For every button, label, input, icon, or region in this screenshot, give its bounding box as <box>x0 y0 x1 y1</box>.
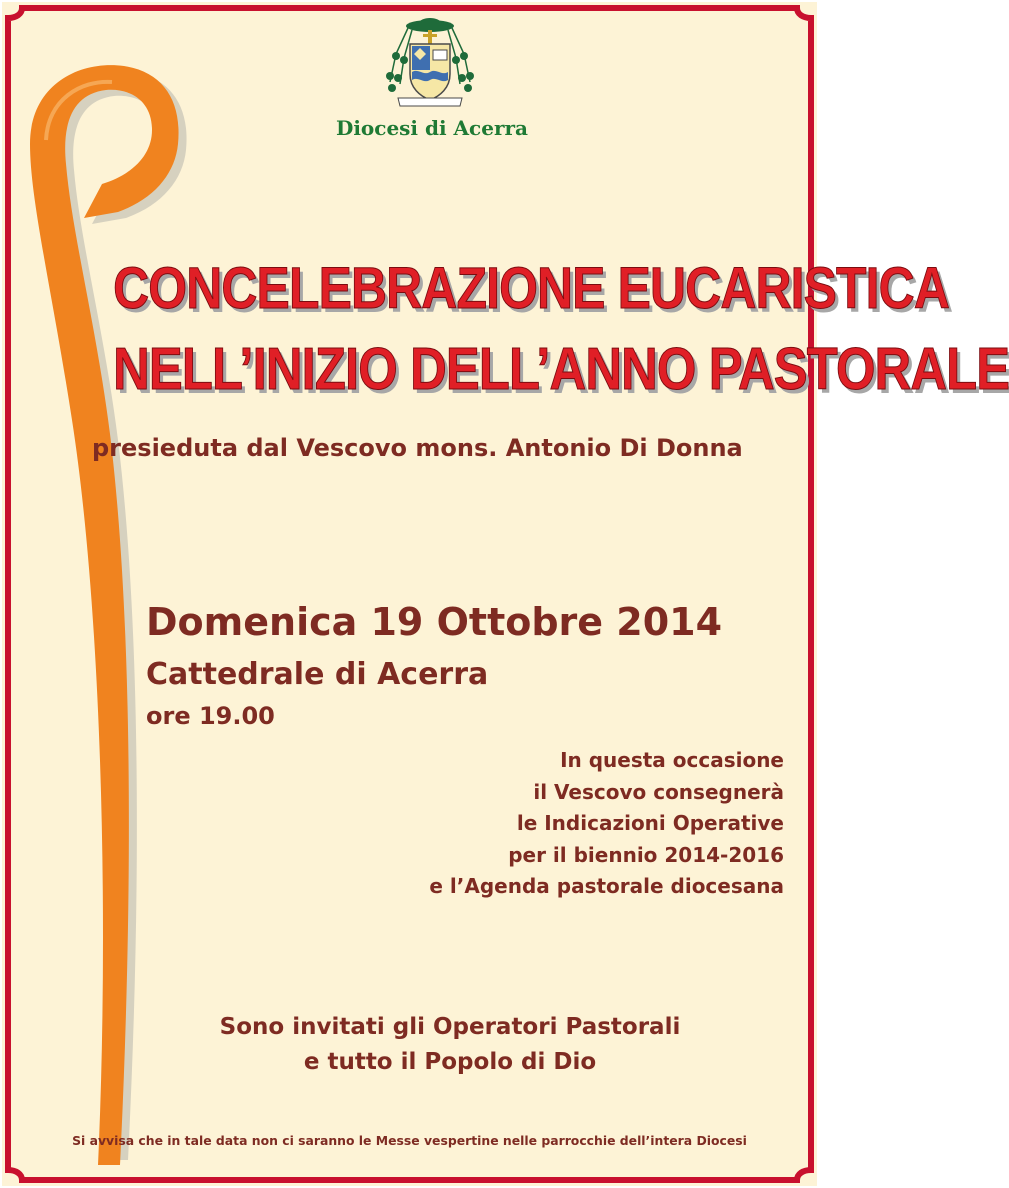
occasion-line: le Indicazioni Operative <box>516 811 784 835</box>
event-place: Cattedrale di Acerra <box>146 657 489 692</box>
occasion-line: In questa occasione <box>560 748 784 772</box>
occasion-text <box>429 745 784 903</box>
occasion-line: per il biennio 2014-2016 <box>508 842 784 867</box>
invitation-text <box>150 1010 750 1080</box>
invitation-line-2: e tutto il Popolo di Dio <box>303 1049 597 1075</box>
notice-footer: Si avvisa che in tale data non ci saranno le Messe vespertine nelle parrocchie dell’intera Diocesi <box>72 1133 747 1148</box>
episcopal-coat-of-arms-icon <box>378 14 482 110</box>
event-title-line-2: NELL’INIZIO DELL’ANNO PASTORALE <box>113 336 1009 402</box>
event-title-line-1: CONCELEBRAZIONE EUCARISTICA <box>113 256 949 321</box>
occasion-line: e l’Agenda pastorale diocesana <box>429 874 784 898</box>
diocese-name: Diocesi di Acerra <box>335 116 528 140</box>
presider-subtitle: presieduta dal Vescovo mons. Antonio Di Donna <box>92 434 743 462</box>
event-time: ore 19.00 <box>146 702 275 730</box>
event-date: Domenica 19 Ottobre 2014 <box>146 600 723 644</box>
invitation-line-1: Sono invitati gli Operatori Pastorali <box>219 1014 681 1040</box>
occasion-line: il Vescovo consegnerà <box>533 779 784 804</box>
